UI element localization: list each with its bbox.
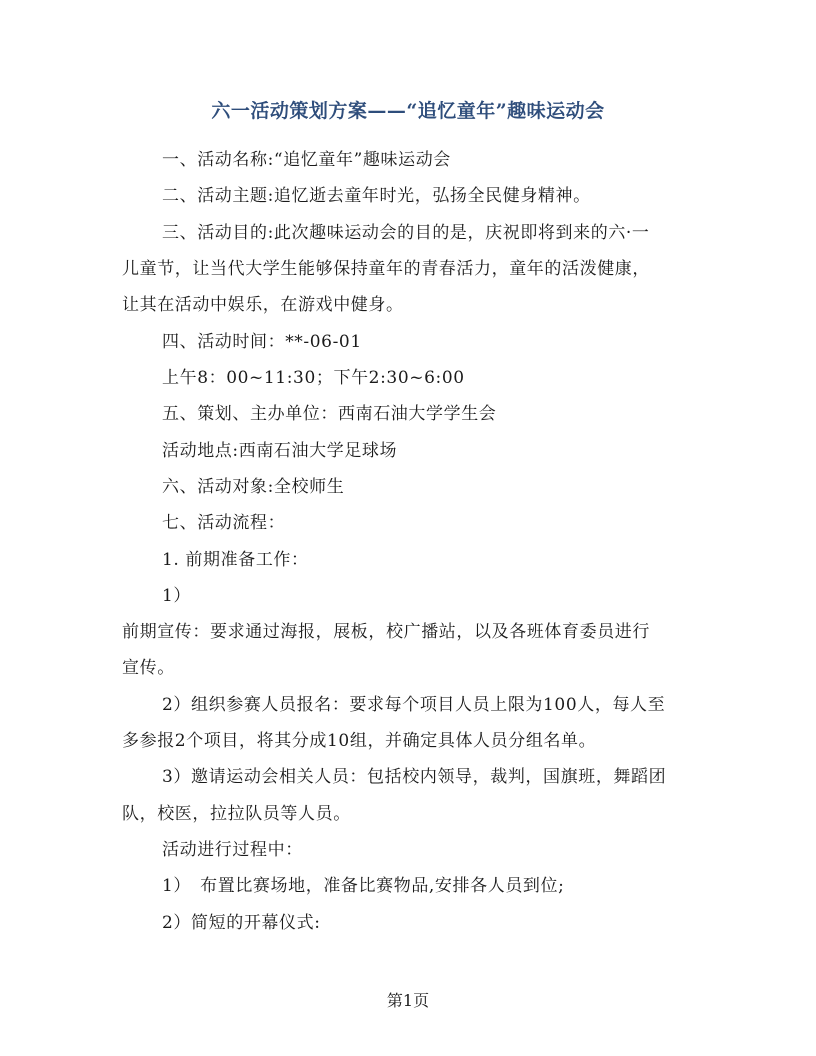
paragraph-activity-theme: 二、活动主题:追忆逝去童年时光，弘扬全民健身精神。 [162, 186, 591, 206]
document-title: 六一活动策划方案——“追忆童年”趣味运动会 [211, 100, 605, 122]
list-item-invitation-cont: 队，校医，拉拉队员等人员。 [122, 804, 351, 824]
list-item-invitation: 3）邀请运动会相关人员：包括校内领导，裁判，国旗班，舞蹈团 [162, 767, 667, 787]
paragraph-during-event: 活动进行过程中： [162, 840, 303, 860]
paragraph-activity-purpose-cont2: 让其在活动中娱乐，在游戏中健身。 [122, 295, 404, 315]
list-item-1-number: 1） [162, 586, 192, 606]
list-item-registration-cont: 多参报2个项目，将其分成10组，并确定具体人员分组名单。 [122, 731, 597, 751]
list-item-promotion-cont: 宣传。 [122, 658, 175, 678]
paragraph-activity-name: 一、活动名称:“追忆童年”趣味运动会 [162, 150, 451, 170]
paragraph-process-heading: 七、活动流程： [162, 513, 286, 533]
paragraph-organizer: 五、策划、主办单位：西南石油大学学生会 [162, 404, 497, 424]
paragraph-activity-purpose-cont1: 儿童节，让当代大学生能够保持童年的青春活力，童年的活泼健康， [122, 259, 650, 279]
list-item-opening-ceremony: 2）简短的开幕仪式: [162, 913, 321, 933]
list-item-promotion: 前期宣传：要求通过海报，展板，校广播站，以及各班体育委员进行 [122, 622, 650, 642]
paragraph-preparation-heading: 1. 前期准备工作： [162, 550, 309, 570]
paragraph-location: 活动地点:西南石油大学足球场 [162, 441, 398, 461]
paragraph-activity-date: 四、活动时间：**-06-01 [162, 332, 362, 352]
paragraph-participants: 六、活动对象:全校师生 [162, 477, 345, 497]
list-item-registration: 2）组织参赛人员报名：要求每个项目人员上限为100人，每人至 [162, 695, 666, 715]
paragraph-activity-purpose: 三、活动目的:此次趣味运动会的目的是，庆祝即将到来的六·一 [162, 223, 650, 243]
list-item-venue-setup: 1） 布置比赛场地，准备比赛物品,安排各人员到位; [162, 876, 565, 896]
paragraph-activity-hours: 上午8：00~11:30；下午2:30~6:00 [162, 368, 465, 388]
page-number: 第1页 [386, 991, 430, 1010]
